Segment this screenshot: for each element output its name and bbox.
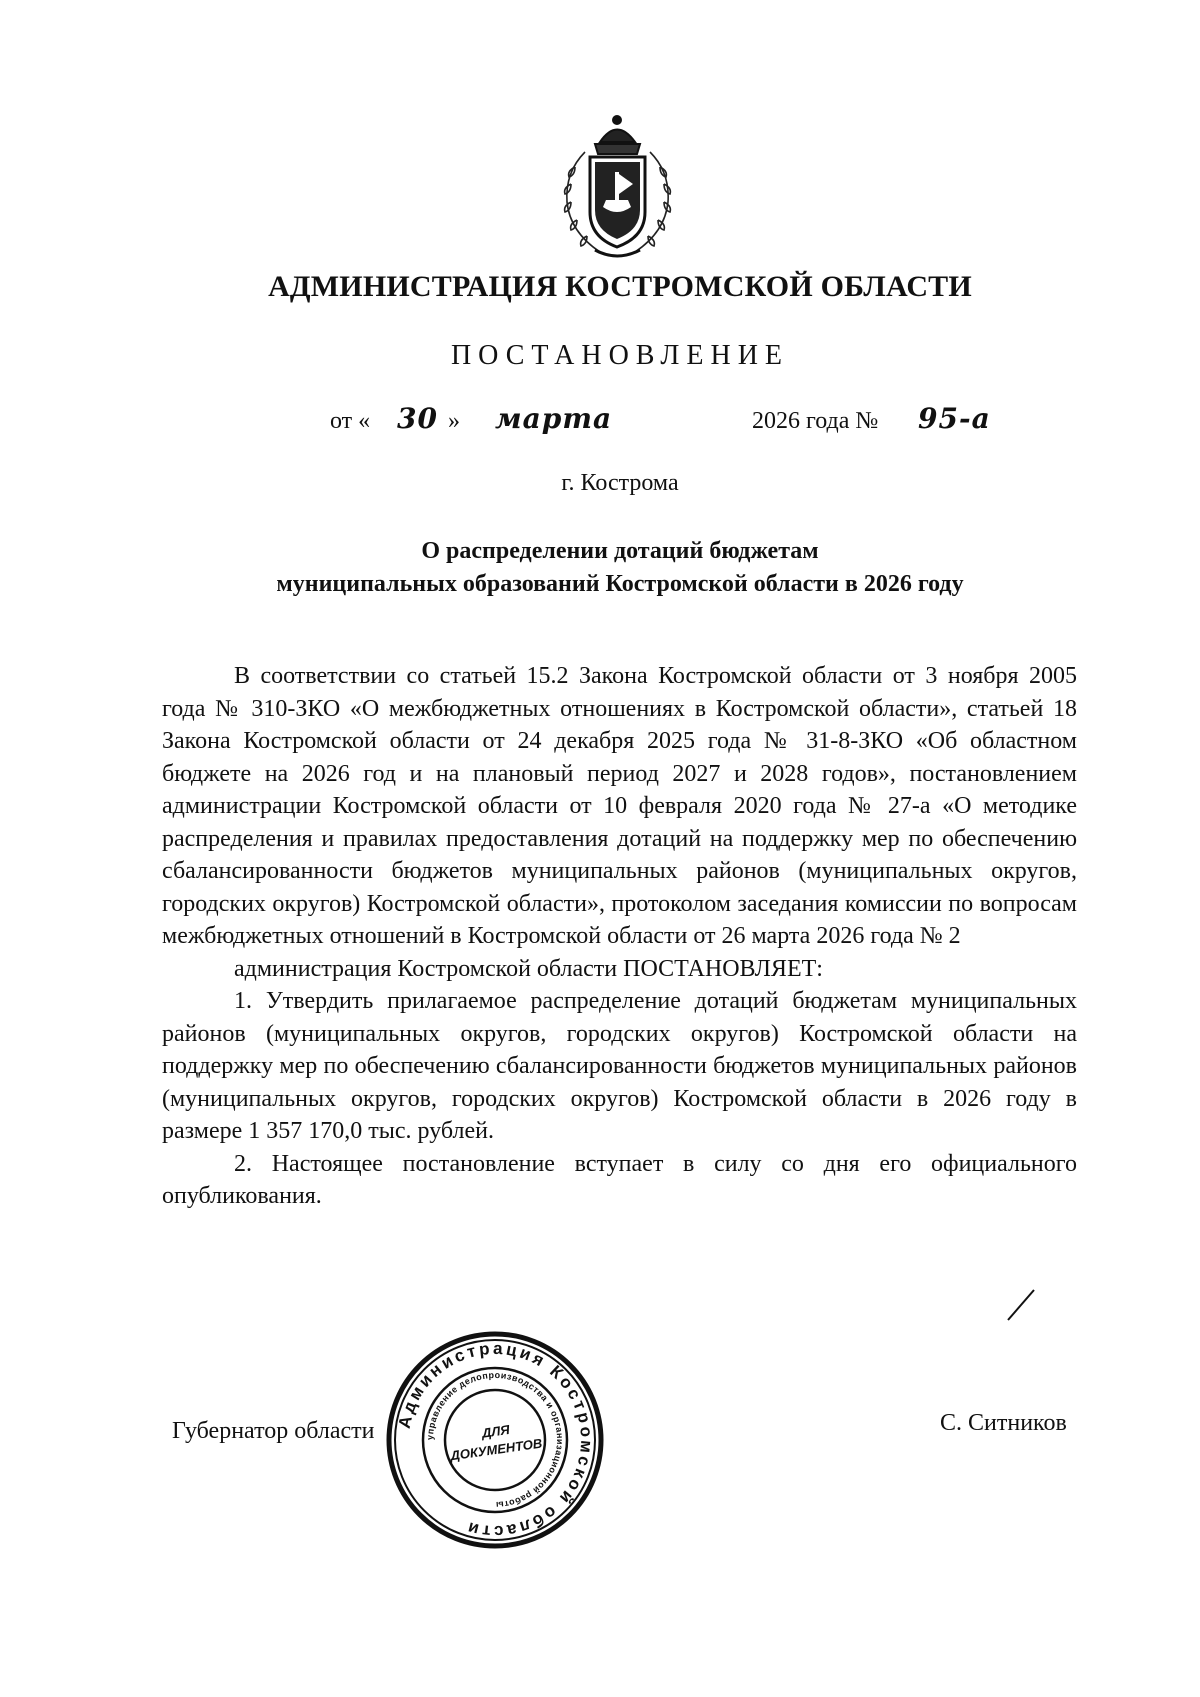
official-seal-icon: [385, 1330, 605, 1550]
item-2-paragraph: 2. Настоящее постановление вступает в силу со дня его официального опубликования.: [162, 1150, 1077, 1209]
document-body: [162, 660, 1077, 1213]
seal-outer-text: Администрация Костромской области: [394, 1338, 597, 1542]
signatory-name: С. Ситников: [940, 1410, 1067, 1436]
city-line: г. Кострома: [561, 470, 679, 496]
preamble-paragraph: В соответствии со статьей 15.2 Закона Костромской области от 3 ноября 2005 года № 310-ЗКО «О межбюджетных отношениях в Костромской области», статьей 18 Закона Костромской области от 24 декабря 2025 года № 31-8-ЗКО «Об областном бюджете на 2026 год и на плановый период 2027 и 2028 годов», постановлением администрации Костромской области от 10 февраля 2020 года № 27-а «О методике распределения и правилах предоставления дотаций на поддержку мер по обеспечению сбалансированности бюджетов муниципальных районов (муниципальных округов, городских округов) Костромской области», протоколом заседания комиссии по вопросам межбюджетных отношений в Костромской области от 26 марта 2026 года № 2: [162, 663, 1077, 949]
organization-title: АДМИНИСТРАЦИЯ КОСТРОМСКОЙ ОБЛАСТИ: [268, 270, 972, 303]
seal-center-line-1: ДЛЯ: [480, 1421, 511, 1441]
date-number-line: [0, 402, 1200, 452]
document-type: ПОСТАНОВЛЕНИЕ: [450, 340, 790, 371]
date-month-handwritten: марта: [495, 402, 613, 435]
item-1-paragraph: 1. Утвердить прилагаемое распределение дотаций бюджетам муниципальных районов (муниципальных округов, городских округов) Костромской области на поддержку мер по обеспечению сбалансированности бюджетов муниципальных районов (муниципальных округов, городских округов) Костромской области в 2026 году в размере 1 357 170,0 тыс. рублей.: [162, 988, 1077, 1144]
signatory-role: Губернатор области: [172, 1418, 375, 1444]
check-mark-icon: [1000, 1286, 1040, 1326]
date-prefix: от «: [330, 408, 371, 434]
seal-center-line-2: ДОКУМЕНТОВ: [449, 1435, 544, 1464]
date-year-text: 2026 года №: [752, 408, 879, 434]
subject-line-1: О распределении дотаций бюджетам: [421, 538, 819, 564]
resolves-paragraph: администрация Костромской области ПОСТАНОВЛЯЕТ:: [234, 955, 823, 982]
coat-of-arms-icon: [545, 112, 690, 262]
document-number-handwritten: 95-а: [918, 402, 991, 435]
subject-line-2: муниципальных образований Костромской области в 2026 году: [276, 571, 964, 597]
document-subject: [0, 535, 1200, 601]
seal-inner-text: управление делопроизводства и организационной работы: [424, 1369, 566, 1511]
date-day-handwritten: 30: [397, 402, 438, 435]
date-close-quote: »: [448, 408, 460, 434]
